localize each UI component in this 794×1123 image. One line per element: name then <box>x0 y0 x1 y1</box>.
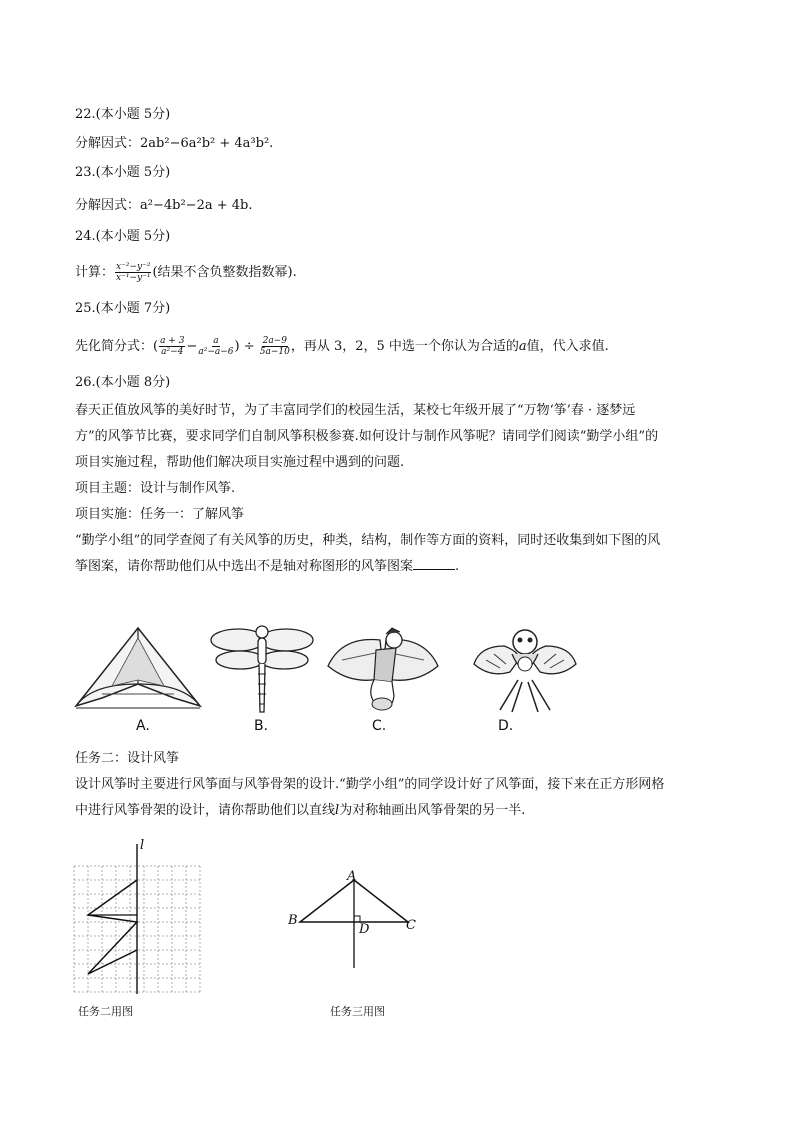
q26-theme: 项目主题：设计与制作风筝. <box>75 481 236 496</box>
q26-task2-var: l <box>335 803 340 818</box>
answer-blank[interactable] <box>413 557 455 570</box>
q25-fraction-3 <box>260 336 290 357</box>
q25-minus: − <box>186 339 198 354</box>
q25-suffix-2: 值，代入求值. <box>526 339 609 354</box>
axis-l-label: l <box>140 838 145 853</box>
q26-heading: 26.(本小题 8分) <box>75 375 171 390</box>
q22-body <box>75 135 273 153</box>
q25-f1-numerator: a + 3 <box>160 336 185 346</box>
q25-suffix: ，再从 3，2，5 中选一个你认为合适的 <box>290 339 519 354</box>
kite-c-figure <box>322 626 444 716</box>
q26-task1-line-2 <box>75 554 725 580</box>
q25-prefix: 先化简分式：( <box>75 339 159 354</box>
q23-heading: 23.(本小题 5分) <box>75 165 171 180</box>
q26-intro-line-1: 春天正值放风筝的美好时节，为了丰富同学们的校园生活，某校七年级开展了“万物‘筝’春 · 逐梦远 <box>75 403 636 418</box>
task2-grid-figure <box>68 838 208 998</box>
q23-body <box>75 197 252 215</box>
option-d-label: D. <box>498 718 514 734</box>
q25-f2-denominator: a²−a−6 <box>198 347 234 357</box>
point-c-label: C <box>406 918 416 933</box>
q25-divide: ) ÷ <box>234 339 259 354</box>
q25-f1-denominator: a²−4 <box>161 347 184 357</box>
q24-suffix: (结果不含负整数指数幂). <box>152 265 297 280</box>
kite-a-figure <box>72 624 204 716</box>
point-b-label: B <box>288 913 298 928</box>
q24-body <box>75 258 297 288</box>
q26-task1-line-1: “勤学小组”的同学查阅了有关风筝的历史，种类，结构，制作等方面的资料，同时还收集到如下图的风 <box>75 533 661 548</box>
q26-intro <box>75 398 725 580</box>
task3-caption: 任务三用图 <box>330 1005 385 1018</box>
q22-prefix: 分解因式： <box>75 136 141 151</box>
q23-expression: a²−4b²−2a + 4b. <box>140 198 253 213</box>
q25-f3-numerator: 2a−9 <box>262 336 287 346</box>
q24-fraction <box>115 262 151 283</box>
q26-task1-line-2-text: 筝图案，请你帮助他们从中选出不是轴对称图形的风筝图案 <box>75 559 414 574</box>
q26-task1-end: . <box>455 559 460 574</box>
option-c-label: C. <box>372 718 387 734</box>
q22-expression: 2ab²−6a²b² + 4a³b². <box>140 136 274 151</box>
point-d-label: D <box>359 922 370 937</box>
kite-d-figure <box>470 624 580 716</box>
q25-f3-denominator: 5a−10 <box>259 347 290 357</box>
option-a-label: A. <box>136 718 150 734</box>
q26-intro-line-3: 项目实施过程，帮助他们解决项目实施过程中遇到的问题. <box>75 455 405 470</box>
task2-caption: 任务二用图 <box>78 1005 133 1018</box>
point-a-label: A <box>347 869 357 884</box>
q25-heading: 25.(本小题 7分) <box>75 301 171 316</box>
q26-task2-line-2 <box>75 798 725 824</box>
q25-body <box>75 332 609 362</box>
q24-denominator: x⁻¹−y⁻¹ <box>116 273 151 283</box>
q26-task2-line-2b: 为对称轴画出风筝骨架的另一半. <box>339 803 526 818</box>
q24-heading: 24.(本小题 5分) <box>75 229 171 244</box>
q26-task2-line-2a: 中进行风筝骨架的设计，请你帮助他们以直线 <box>75 803 336 818</box>
q26-task2-title: 任务二：设计风筝 <box>75 751 180 766</box>
q25-f2-numerator: a <box>213 336 219 346</box>
q26-task2 <box>75 746 725 824</box>
q25-variable: a <box>518 339 527 354</box>
option-b-label: B. <box>254 718 269 734</box>
q25-fraction-2 <box>198 336 233 357</box>
q26-task1-title: 项目实施：任务一：了解风筝 <box>75 507 245 522</box>
q24-prefix: 计算： <box>75 265 115 280</box>
q26-task2-line-1: 设计风筝时主要进行风筝面与风筝骨架的设计.“勤学小组”的同学设计好了风筝面，接下来在正方形网格 <box>75 777 665 792</box>
q22-heading: 22.(本小题 5分) <box>75 107 171 122</box>
q25-fraction-1 <box>159 336 185 357</box>
q23-prefix: 分解因式： <box>75 198 141 213</box>
kite-b-figure <box>208 622 316 718</box>
q26-intro-line-2: 方”的风筝节比赛，要求同学们自制风筝积极参赛.如何设计与制作风筝呢？请同学们阅读“勤学小组”的 <box>75 429 659 444</box>
q24-numerator: x⁻²−y⁻² <box>116 262 151 272</box>
